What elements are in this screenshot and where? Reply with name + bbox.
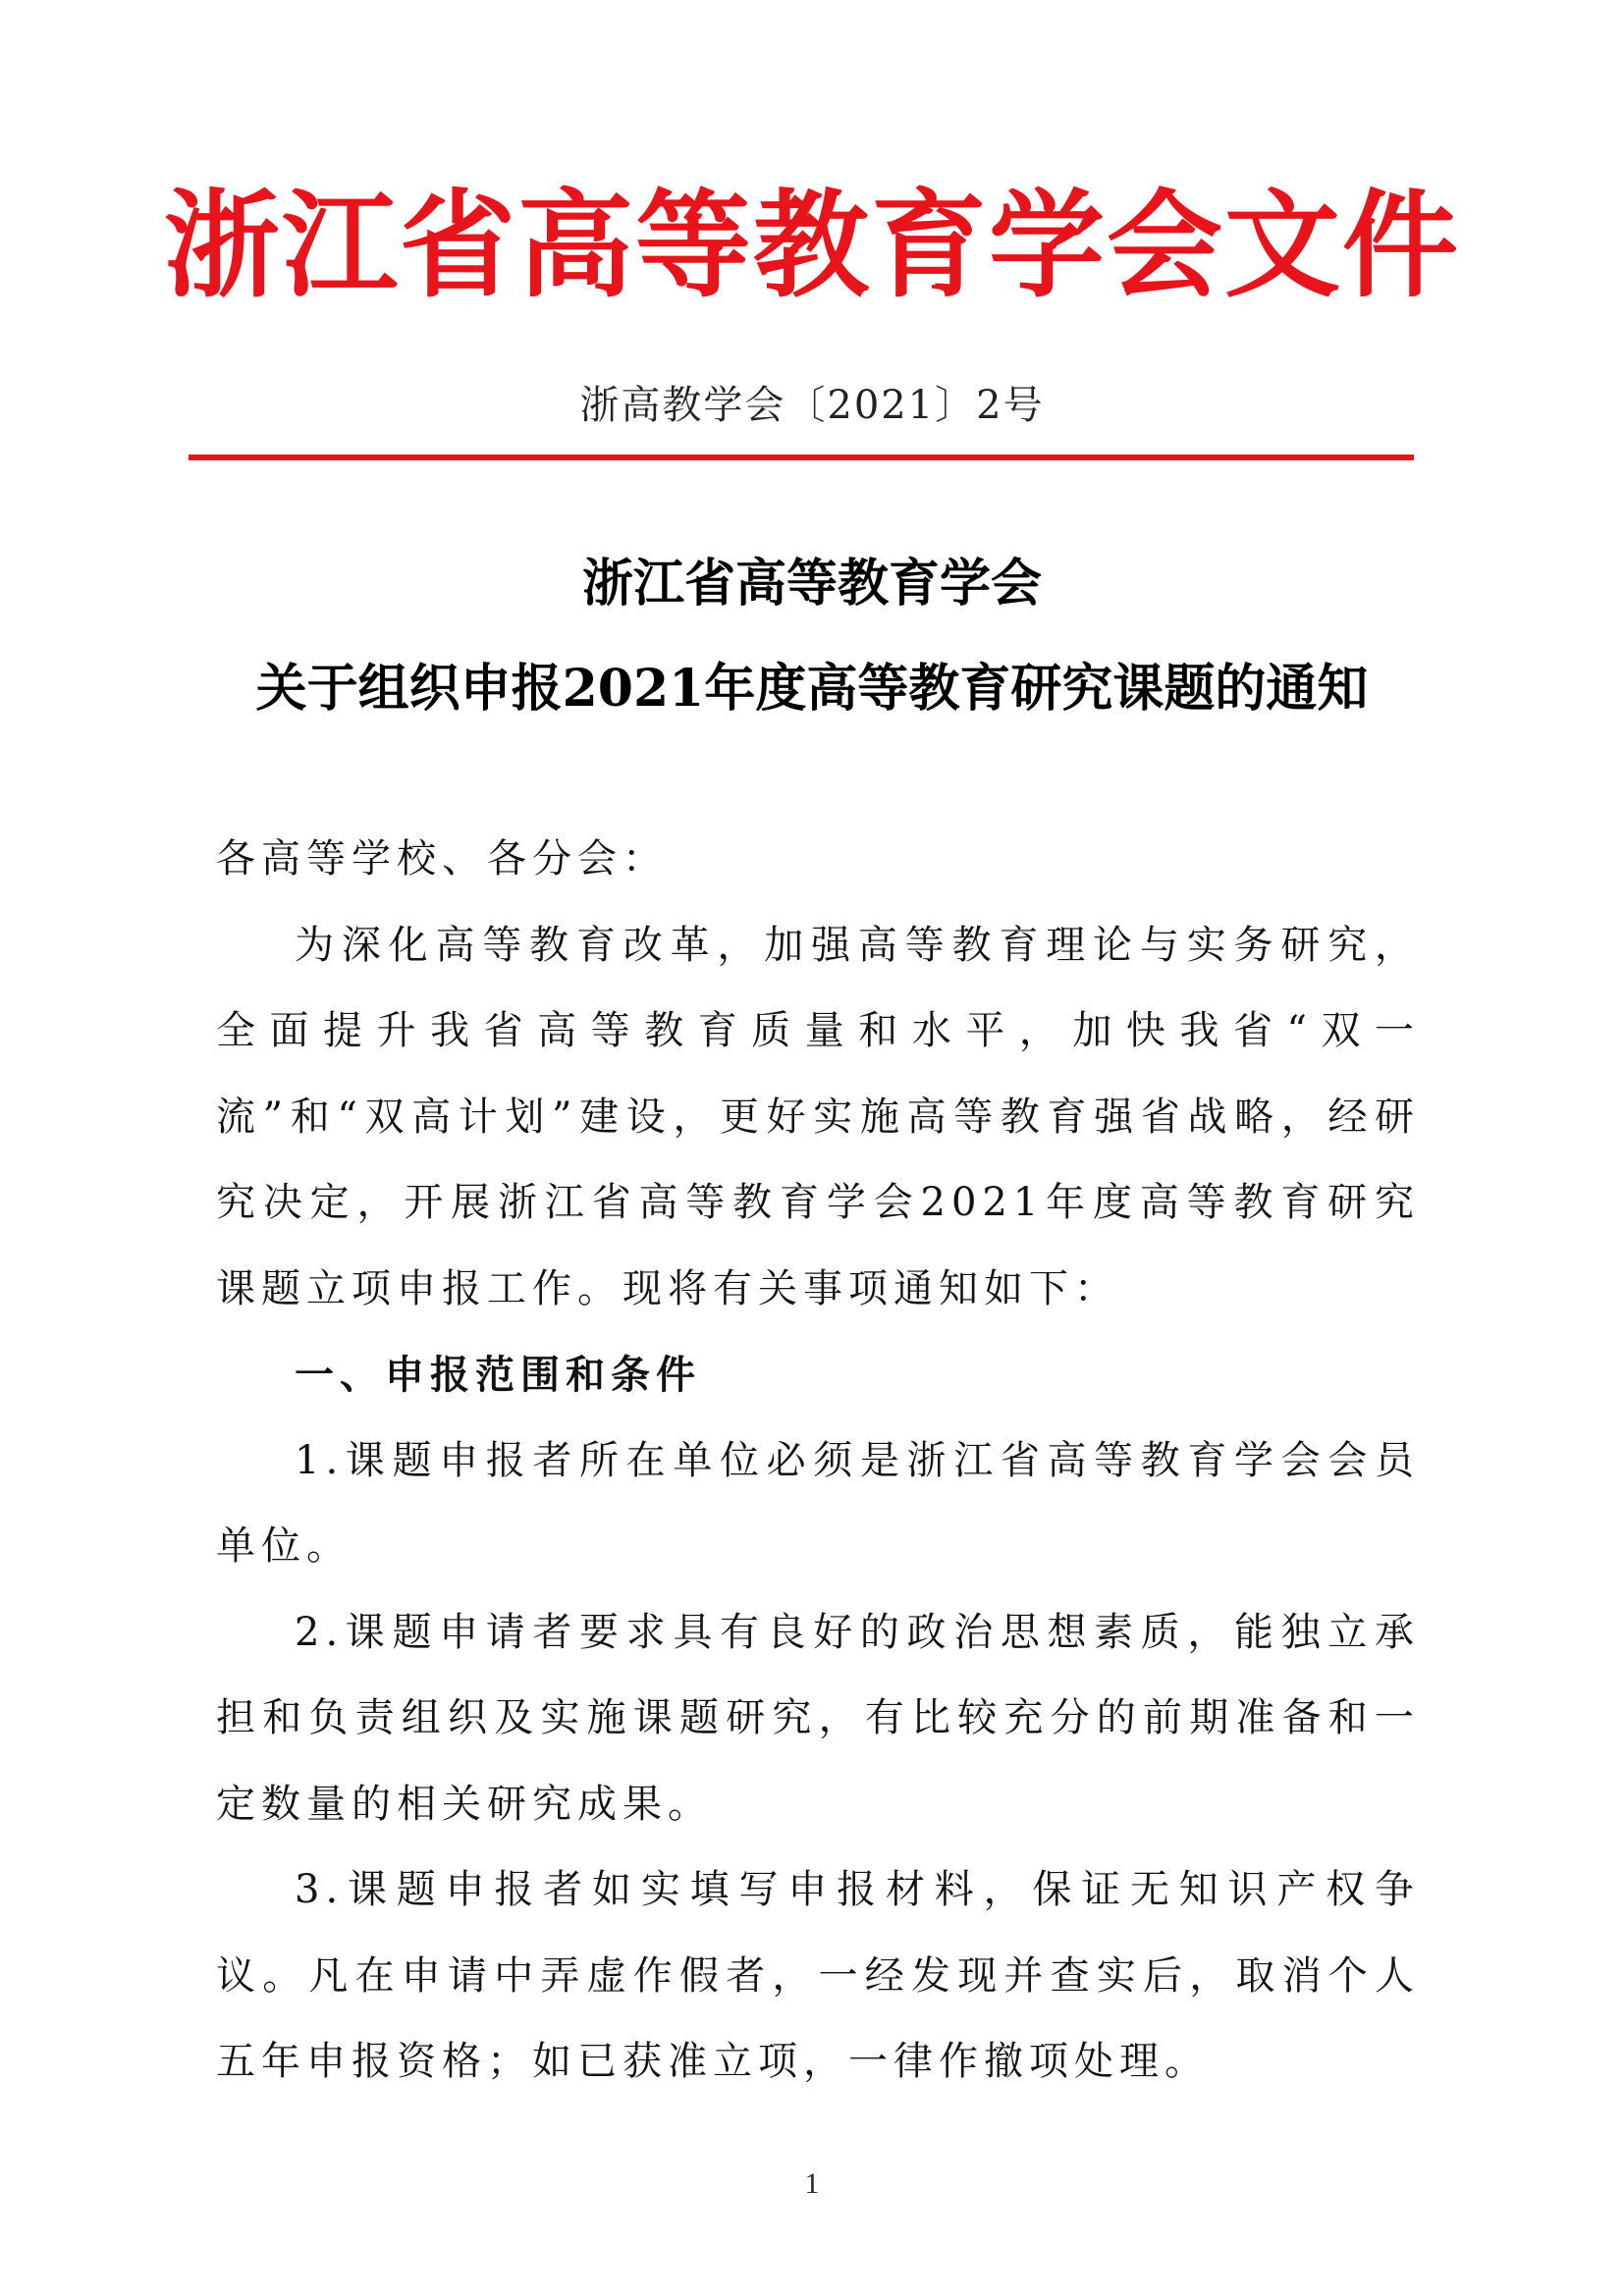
salutation: 各高等学校、各分会： (216, 836, 668, 881)
header-divider (189, 454, 1414, 460)
notice-title-line-1: 浙江省高等教育学会 (581, 554, 1042, 614)
condition-item-2: 2.课题申请者要求具有良好的政治思想素质，能独立承担和负责组织及实施课题研究，有比较充分的前期准备和一定数量的相关研究成果。 (216, 1609, 1420, 1827)
document-number: 浙高教学会〔2021〕2号 (579, 383, 1045, 428)
condition-item-3: 3.课题申报者如实填写申报材料，保证无知识产权争议。凡在申请中弄虚作假者，一经发现并查实后，取消个人五年申报资格；如已获准立项，一律作撤项处理。 (216, 1867, 1420, 2084)
intro-paragraph: 为深化高等教育改革，加强高等教育理论与实务研究，全面提升我省高等教育质量和水平，加快我省“双一流”和“双高计划”建设，更好实施高等教育强省战略，经研究决定，开展浙江省高等教育学会2021年度高等教育研究课题立项申报工作。现将有关事项通知如下： (216, 922, 1420, 1311)
page-number: 1 (804, 2167, 820, 2200)
notice-title-line-2: 关于组织申报2021年度高等教育研究课题的通知 (255, 659, 1369, 719)
masthead-title: 浙江省高等教育学会文件 (163, 177, 1460, 313)
notice-body (216, 817, 1420, 2106)
condition-item-1: 1.课题申报者所在单位必须是浙江省高等教育学会会员单位。 (216, 1437, 1420, 1569)
section-heading-scope: 一、申报范围和条件 (295, 1352, 701, 1398)
